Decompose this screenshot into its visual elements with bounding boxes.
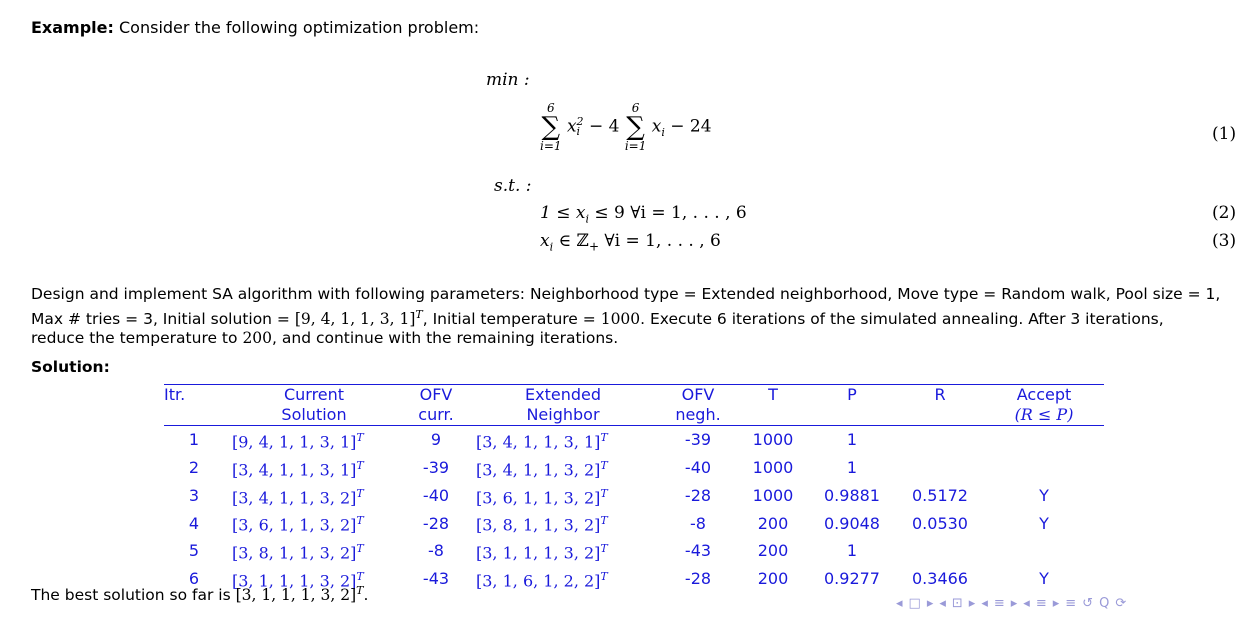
table-row <box>164 426 1104 454</box>
cell-accept <box>984 426 1104 454</box>
cell-itr: 1 <box>188 430 200 450</box>
equation-number-1: (1) <box>1212 124 1237 144</box>
cell-accept <box>984 537 1104 565</box>
cell-ofv-negh: -43 <box>684 541 712 561</box>
header-r: R <box>896 385 984 406</box>
cell-p: 0.9048 <box>824 513 880 533</box>
cell-r: 0.3466 <box>912 569 968 589</box>
task-line-1: Design and implement SA algorithm with following parameters: Neighborhood type = Extended neighborhood, Move type = Random walk, Pool size = 1, <box>31 285 1221 303</box>
cell-ofv-curr: 9 <box>430 430 442 450</box>
solution-label: Solution: <box>31 358 110 376</box>
nav-icon[interactable]: ◂ <box>1023 596 1030 611</box>
cell-ofv-curr: -40 <box>422 485 450 505</box>
cell-itr: 2 <box>188 457 200 477</box>
cell-itr: 4 <box>188 513 200 533</box>
table-row <box>164 482 1104 510</box>
table-row <box>164 454 1104 482</box>
cell-neighbor: [3, 1, 1, 1, 3, 2]$^T$ <box>476 542 608 563</box>
header-negh: negh. <box>658 405 738 426</box>
header-itr: Itr. <box>164 385 224 406</box>
best-solution-line: The best solution so far is [3, 1, 1, 1, 3, 2]$^T$. <box>31 584 369 605</box>
header-accept: Accept <box>984 385 1104 406</box>
task-line-2: Max # tries = 3, Initial solution = [9, 4, 1, 1, 3, 1]$^T$, Initial temperature = 1000. Execute 6 iterations of the simulated annealing. After 3 iterations, <box>31 308 1164 329</box>
cell-t: 1000 <box>752 485 794 505</box>
header-extended: Extended <box>468 385 658 406</box>
sa-iterations-table <box>164 384 1104 593</box>
cell-itr: 6 <box>188 569 200 589</box>
cell-t: 200 <box>757 541 789 561</box>
nav-icon[interactable]: ▸ <box>968 596 976 611</box>
cell-accept: Y <box>1039 485 1049 505</box>
cell-p: 1 <box>846 541 858 561</box>
intro-line <box>31 18 479 37</box>
header-p: P <box>808 385 896 406</box>
cell-itr: 5 <box>188 541 200 561</box>
nav-icon[interactable]: ▸ <box>1052 596 1060 611</box>
cell-ofv-negh: -8 <box>690 513 706 533</box>
cell-itr: 3 <box>188 485 200 505</box>
intro-text: Consider the following optimization problem: <box>119 18 480 37</box>
nav-icon[interactable]: ⊡ <box>951 596 963 611</box>
cell-accept <box>984 454 1104 482</box>
min-label: min : <box>486 70 530 90</box>
objective-function: 6 ∑ i=1 x 2 i − 4 6 ∑ i=1 $x_i - 24$ <box>540 101 712 153</box>
cell-ofv-negh: -39 <box>684 430 712 450</box>
nav-icon[interactable]: ⟳ <box>1115 596 1127 611</box>
cell-ofv-curr: -28 <box>422 513 450 533</box>
nav-icon[interactable]: Q <box>1099 596 1110 611</box>
cell-current: [9, 4, 1, 1, 3, 1]$^T$ <box>232 431 364 452</box>
cell-neighbor: [3, 6, 1, 1, 3, 2]$^T$ <box>476 486 608 507</box>
cell-p: 0.9277 <box>824 569 880 589</box>
nav-icon[interactable]: ≡ <box>993 596 1005 611</box>
nav-icon[interactable]: ▸ <box>926 596 934 611</box>
cell-neighbor: [3, 4, 1, 1, 3, 2]$^T$ <box>476 458 608 480</box>
cell-accept: Y <box>1039 513 1049 533</box>
table-row <box>164 509 1104 537</box>
header-curr: curr. <box>404 405 468 426</box>
sum-symbol-1: 6 ∑ i=1 <box>540 101 562 153</box>
cell-ofv-curr: -43 <box>422 569 450 589</box>
constraint-integer: $x_i$ ∈ ℤ$_+$ ∀i = 1, . . . , 6 <box>540 231 721 254</box>
cell-current: [3, 4, 1, 1, 3, 1]$^T$ <box>232 458 364 480</box>
cell-ofv-curr: -39 <box>422 457 450 477</box>
table-row <box>164 537 1104 565</box>
header-ofv-negh: OFV <box>658 385 738 406</box>
cell-r: 0.0530 <box>912 513 968 533</box>
cell-t: 200 <box>757 569 789 589</box>
cell-current: [3, 1, 1, 1, 3, 2]$^T$ <box>232 570 364 591</box>
cell-ofv-negh: -40 <box>684 457 712 477</box>
nav-icon[interactable]: ≡ <box>1035 596 1047 611</box>
nav-icon[interactable]: ◂ <box>981 596 988 611</box>
cell-r <box>896 426 984 454</box>
cell-t: 1000 <box>752 457 794 477</box>
header-t: T <box>738 385 808 406</box>
cell-ofv-negh: -28 <box>684 485 712 505</box>
cell-neighbor: [3, 1, 6, 1, 2, 2]$^T$ <box>476 570 608 591</box>
cell-neighbor: [3, 8, 1, 1, 3, 2]$^T$ <box>476 514 608 535</box>
cell-accept: Y <box>1039 569 1049 589</box>
st-label: s.t. : <box>494 176 532 196</box>
nav-icon[interactable]: ↺ <box>1082 596 1094 611</box>
cell-r <box>896 537 984 565</box>
header-ofv-curr: OFV <box>404 385 468 406</box>
nav-icon[interactable]: ≡ <box>1065 596 1077 611</box>
equation-number-2: (2) <box>1212 203 1237 223</box>
nav-icon[interactable]: ▸ <box>1010 596 1018 611</box>
nav-icon[interactable]: ◂ <box>939 596 946 611</box>
nav-icon[interactable]: □ <box>908 596 921 611</box>
cell-p: 0.9881 <box>824 485 880 505</box>
cell-ofv-curr: -8 <box>428 541 444 561</box>
beamer-navigation <box>893 596 1129 611</box>
cell-current: [3, 6, 1, 1, 3, 2]$^T$ <box>232 514 364 535</box>
header-accept-cond: (R ≤ P) <box>984 405 1104 426</box>
constraint-bounds: $1 \le x_i \le 9$ ∀i = 1, . . . , 6 <box>540 203 747 226</box>
task-line-3: reduce the temperature to 200, and continue with the remaining iterations. <box>31 329 619 347</box>
header-neighbor: Neighbor <box>468 405 658 426</box>
cell-current: [3, 8, 1, 1, 3, 2]$^T$ <box>232 542 364 563</box>
header-solution: Solution <box>224 405 404 426</box>
cell-neighbor: [3, 4, 1, 1, 3, 1]$^T$ <box>476 431 608 452</box>
equation-number-3: (3) <box>1212 231 1237 251</box>
cell-current: [3, 4, 1, 1, 3, 2]$^T$ <box>232 486 364 507</box>
cell-t: 1000 <box>752 430 794 450</box>
cell-r: 0.5172 <box>912 485 968 505</box>
cell-p: 1 <box>846 430 858 450</box>
sum-symbol-2: 6 ∑ i=1 <box>624 101 647 153</box>
cell-ofv-negh: -28 <box>684 569 712 589</box>
example-label: Example: <box>31 18 114 37</box>
cell-p: 1 <box>846 457 858 477</box>
header-current: Current <box>224 385 404 406</box>
cell-t: 200 <box>757 513 789 533</box>
cell-r <box>896 454 984 482</box>
nav-icon[interactable]: ◂ <box>896 596 903 611</box>
